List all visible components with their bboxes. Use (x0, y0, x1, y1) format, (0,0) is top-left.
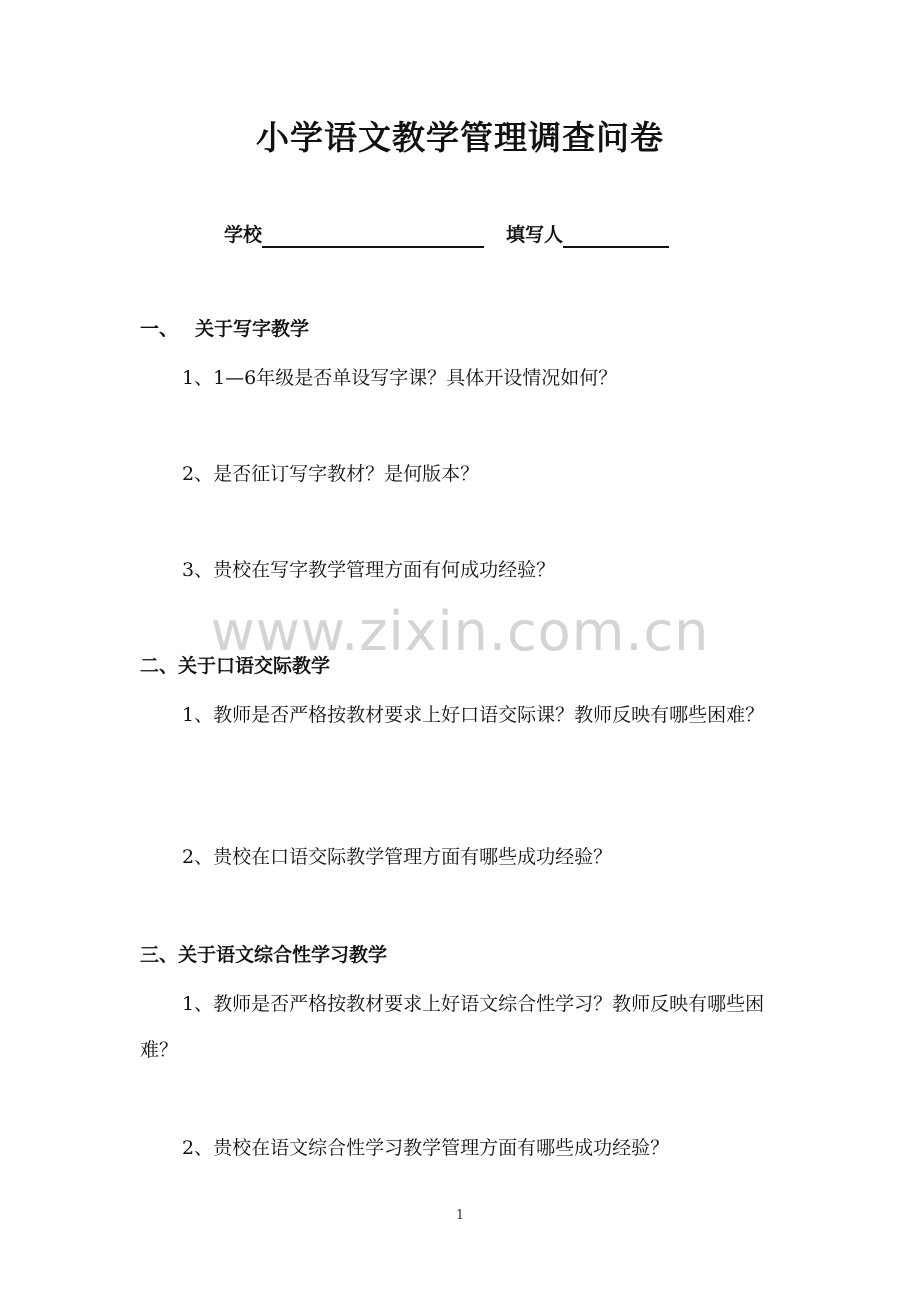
section-title: 关于写字教学 (195, 318, 310, 340)
question-item: 1、1—6年级是否单设写字课？具体开设情况如何？ (182, 367, 618, 389)
question-item: 3、贵校在写字教学管理方面有何成功经验？ (182, 559, 556, 581)
question-item: 1、教师是否严格按教材要求上好口语交际课？教师反映有哪些困难？ (182, 704, 765, 726)
section-number: 一、 (140, 318, 179, 340)
section-heading-comprehensive (140, 942, 387, 968)
page-number: 1 (455, 1208, 465, 1223)
writer-blank-field[interactable] (563, 222, 669, 248)
section-title: 关于口语交际教学 (178, 655, 331, 677)
question-item: 2、贵校在口语交际教学管理方面有哪些成功经验？ (182, 846, 613, 868)
section-number: 二、 (140, 655, 179, 677)
section-heading-writing (140, 316, 309, 342)
question-item: 2、是否征订写字教材？是何版本？ (182, 463, 480, 485)
school-blank-field[interactable] (262, 222, 484, 248)
school-label: 学校 (224, 224, 263, 246)
document-title: 小学语文教学管理调查问卷 (256, 118, 664, 157)
form-fields-row (224, 218, 669, 248)
question-item: 2、贵校在语文综合性学习教学管理方面有哪些成功经验？ (182, 1137, 670, 1159)
question-item: 1、教师是否严格按教材要求上好语文综合性学习？教师反映有哪些困难？ (140, 993, 765, 1061)
section-number: 三、 (140, 944, 179, 966)
writer-label: 填写人 (506, 224, 564, 246)
section-title: 关于语文综合性学习教学 (178, 944, 388, 966)
watermark-text: www.zixin.com.cn (210, 600, 710, 663)
